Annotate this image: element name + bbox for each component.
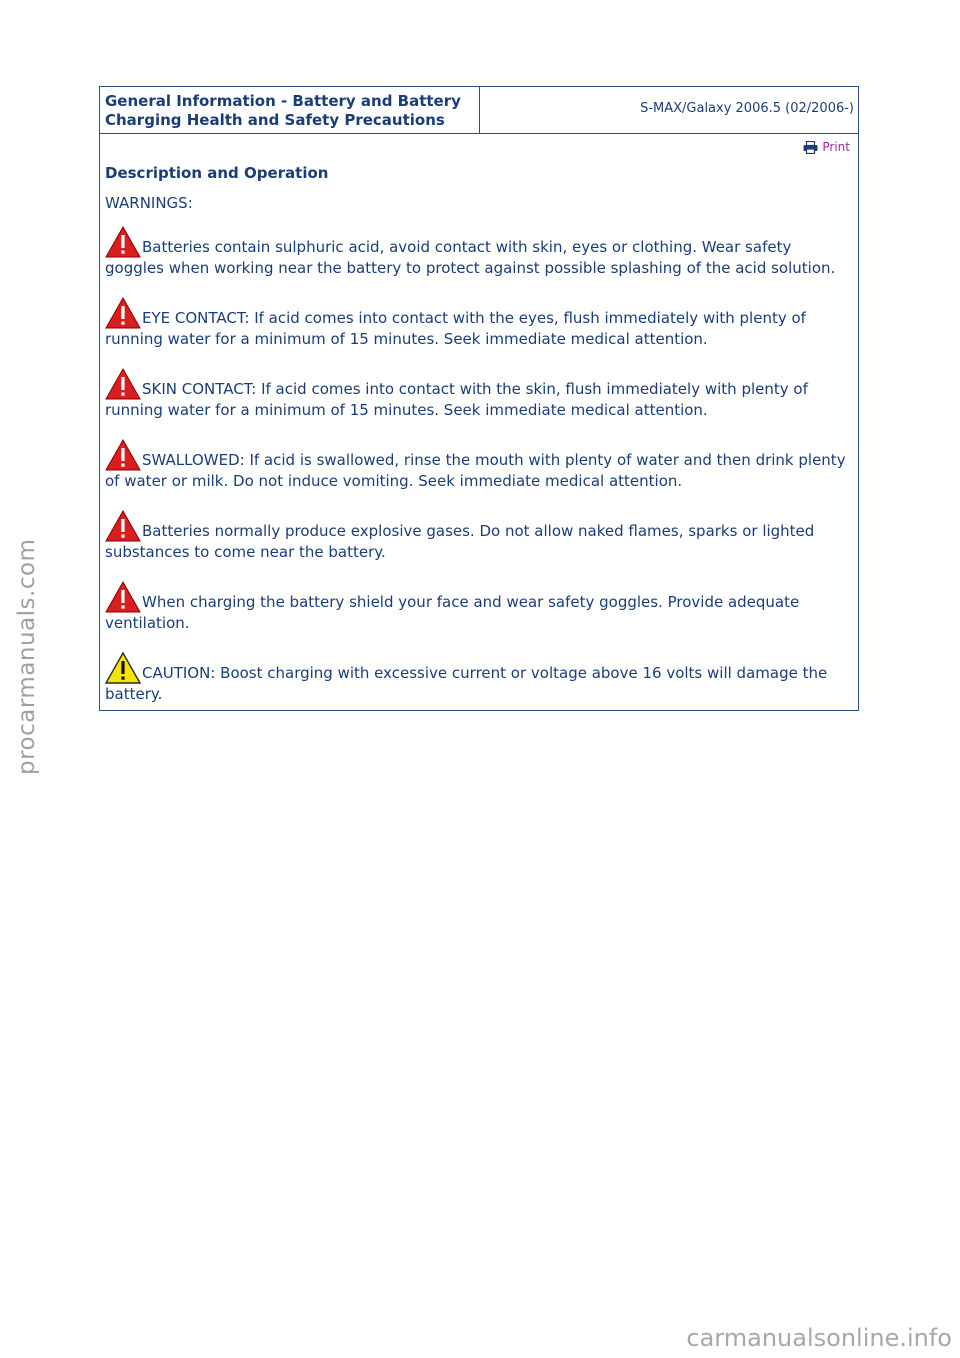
red-warning-triangle-icon <box>105 510 141 542</box>
caution-item <box>105 652 853 704</box>
warning-text: SWALLOWED: If acid is swallowed, rinse the mouth with plenty of water and then drink plenty of water or milk. Do not induce vomiting. Seek immediate medical attention. <box>105 451 846 490</box>
warning-text: When charging the battery shield your face and wear safety goggles. Provide adequate ventilation. <box>105 593 800 632</box>
print-button[interactable] <box>803 140 850 154</box>
warning-item <box>105 439 853 491</box>
red-warning-triangle-icon <box>105 581 141 613</box>
warning-text: Batteries contain sulphuric acid, avoid contact with skin, eyes or clothing. Wear safety goggles when working near the battery to protect against possible splashing of the acid solution. <box>105 238 836 277</box>
red-warning-triangle-icon <box>105 226 141 258</box>
warnings-label: WARNINGS: <box>105 194 193 212</box>
page-title-line-1: General Information - Battery and Battery <box>105 92 461 110</box>
document-body <box>100 134 858 710</box>
warning-item <box>105 368 853 420</box>
yellow-caution-triangle-icon <box>105 652 141 684</box>
watermark-bottom: carmanualsonline.info <box>686 1324 952 1352</box>
page-title-line-2: Charging Health and Safety Precautions <box>105 111 445 129</box>
page-title <box>100 87 480 133</box>
section-title: Description and Operation <box>105 164 329 182</box>
warning-text: EYE CONTACT: If acid comes into contact with the eyes, flush immediately with plenty of running water for a minimum of 15 minutes. Seek immediate medical attention. <box>105 309 806 348</box>
caution-text: CAUTION: Boost charging with excessive current or voltage above 16 volts will damage the battery. <box>105 664 828 703</box>
print-label: Print <box>822 140 850 154</box>
warning-item <box>105 510 853 562</box>
warning-text: SKIN CONTACT: If acid comes into contact with the skin, flush immediately with plenty of running water for a minimum of 15 minutes. Seek immediate medical attention. <box>105 380 808 419</box>
vehicle-model: S-MAX/Galaxy 2006.5 (02/2006-) <box>640 101 854 116</box>
warning-text: Batteries normally produce explosive gases. Do not allow naked flames, sparks or lighted substances to come near the battery. <box>105 522 815 561</box>
red-warning-triangle-icon <box>105 368 141 400</box>
red-warning-triangle-icon <box>105 297 141 329</box>
red-warning-triangle-icon <box>105 439 141 471</box>
printer-icon <box>803 141 818 154</box>
warning-item <box>105 581 853 633</box>
warning-item <box>105 226 853 278</box>
warning-item <box>105 297 853 349</box>
document-frame <box>99 86 859 711</box>
document-header <box>100 87 858 134</box>
watermark-left: procarmanuals.com <box>14 538 40 775</box>
